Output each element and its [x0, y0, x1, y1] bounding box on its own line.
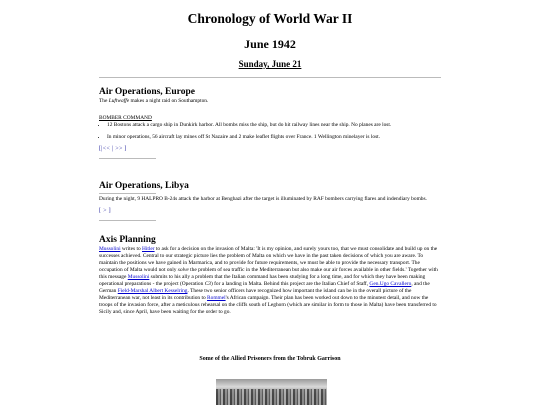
section-heading: Air Operations, Libya	[99, 181, 189, 191]
list-item: • 12 Bostons attack a cargo ship in Dunkirk harbor. All bombs miss the ship, but do hit railway lines near the ship. No planes are lost.	[107, 122, 441, 129]
section-heading: Axis Planning	[99, 235, 156, 245]
section-intro: The Luftwaffe makes a night raid on Southampton.	[99, 98, 209, 105]
divider	[99, 77, 441, 78]
month-heading: June 1942	[244, 37, 296, 51]
link-kesselring[interactable]: Field-Marshal Albert Kesselring	[117, 288, 188, 295]
section-rule	[99, 220, 156, 221]
section-rule	[99, 158, 156, 159]
nav-arrows[interactable]: [|<< | >> ]	[99, 146, 127, 153]
link-hitler[interactable]: Hitler	[142, 246, 155, 253]
section-heading: Air Operations, Europe	[99, 87, 195, 97]
subhead-bomber-command: BOMBER COMMAND	[99, 115, 152, 122]
nav-arrows[interactable]: [ > ]	[99, 208, 111, 215]
section-air-ops-europe	[99, 86, 441, 161]
section-rule	[99, 193, 156, 194]
bomber-command-list	[99, 122, 441, 141]
section-body: Mussolini writes to Hitler to ask for a decision on the invasion of Malta: 'It is my opinion, and surely yours too, that we must consolidate and build up on the successes achieved. Central to our strategic picture lies the problem of Malta on which we have in the past taken decisions of which you are aware. To maintain the positions we have gained in Marmarica, and to provide for future requirements, we must be able to provide the necessary transport. The occupation of Malta would not only solve the problem of sea traffic in the Mediterranean but also make our air forces available in other fields.' Together with this message Mussolini submits to his ally a problem that the Italian command has been studying for a long time, and for which they have been making operational preparations - the project (Operation C3) for a landing in Malta. Behind this project are the Italian Chief of Staff, Gen.Ugo Cavallero, and the German Field-Marshal Albert Kesselring. These two senior officers have recognized how important the island can be in the overall picture of the Mediterranean war, not least in its contribution to Rommel's African campaign. Their plan has been worked out down to the minutest detail, and now the troops of the invasion force, after a meticulous rehearsal on the cliffs south of Leghorn (which are similar in form to those in Malta) have been transferred to Sicily and, since April, have been waiting for the order to go.	[99, 246, 438, 316]
section-body: During the night, 9 HALPRO B-24s attack the harbor at Benghazi after the target is illuminated by RAF bombers carrying flares and indendiary bombs.	[99, 196, 427, 203]
page-title: Chronology of World War II	[187, 11, 353, 26]
link-cavallero[interactable]: Gen.Ugo Cavallero	[369, 281, 412, 288]
link-mussolini[interactable]: Mussolini	[99, 246, 121, 253]
link-rommel[interactable]: Rommel	[207, 295, 226, 302]
photo-caption: Some of the Allied Prisoners from the Tobruk Garrison	[199, 356, 341, 362]
prisoners-photo	[216, 379, 327, 405]
section-axis-planning	[99, 234, 441, 320]
link-mussolini[interactable]: Mussolini	[127, 274, 150, 281]
list-item: • In minor operations, 56 aircraft lay mines off St Nazaire and 2 make leaflet flights over France. 1 Wellington minelayer is lost.	[107, 134, 441, 141]
photo-crowd-shape	[216, 389, 327, 405]
day-heading: Sunday, June 21	[238, 59, 302, 69]
section-air-ops-libya	[99, 180, 441, 223]
